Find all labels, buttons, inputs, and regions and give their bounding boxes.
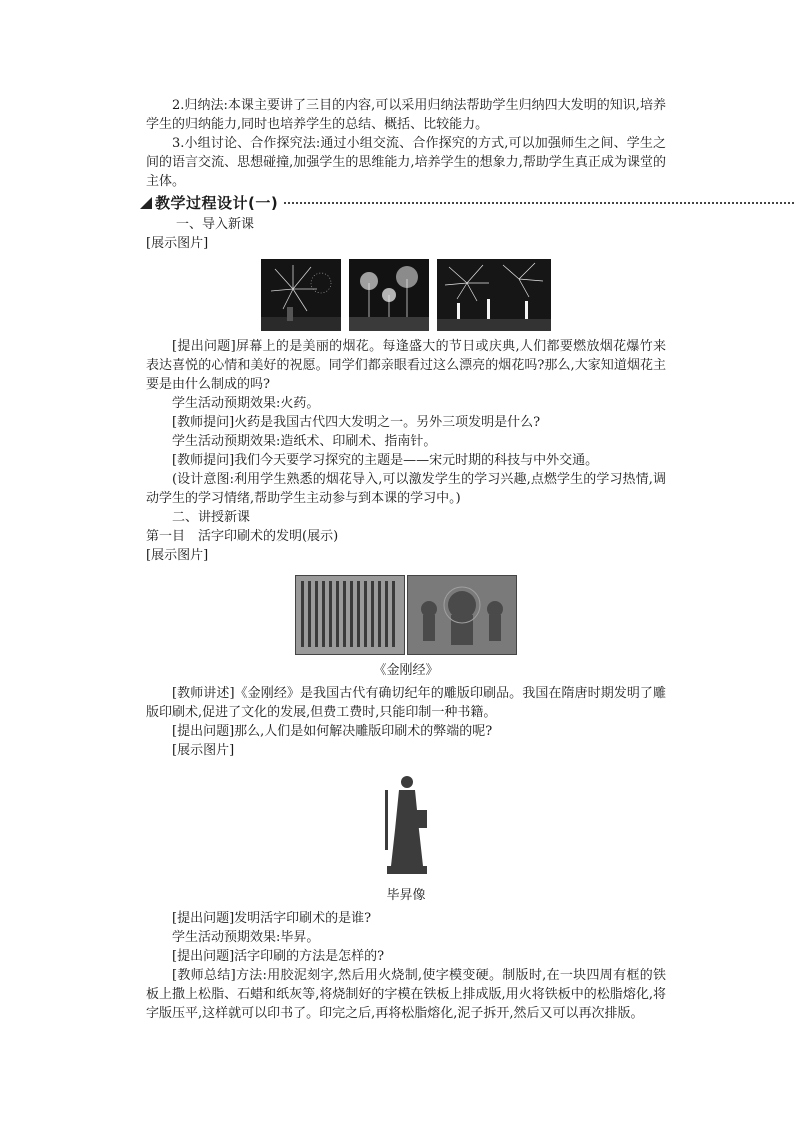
lecture-heading: 二、讲授新课 bbox=[172, 510, 251, 525]
paragraph-woodblock-question: [提出问题]那么,人们是如何解决雕版印刷术的弊端的呢? bbox=[172, 724, 493, 739]
paragraph-expected-inventions: 学生活动预期效果:造纸术、印刷术、指南针。 bbox=[172, 434, 437, 449]
sutra-text-photo bbox=[295, 575, 405, 655]
dotted-rule bbox=[284, 202, 794, 206]
paragraph-teacher-summary: [教师总结]方法:用胶泥刻字,然后用火烧制,使字模变硬。制版时,在一块四周有框的铁板上撒上松脂、石蜡和纸灰等,将烧制好的字模在铁板上排成版,用火将铁板中的松脂熔化,将字版压平,这样就可以印书了。印完之后,再将松脂熔化,泥子拆开,然后又可以再次排版。 bbox=[146, 968, 666, 1021]
paragraph-expected-bisheng: 学生活动预期效果:毕昇。 bbox=[172, 930, 320, 945]
triangle-icon bbox=[140, 197, 152, 209]
paragraph-induction-method: 2.归纳法:本课主要讲了三目的内容,可以采用归纳法帮助学生归纳四大发明的知识,培养学生的归纳能力,同时也培养学生的总结、概括、比较能力。 bbox=[146, 98, 666, 132]
fireworks-photo-3 bbox=[437, 259, 551, 331]
fireworks-images bbox=[146, 259, 666, 331]
diamond-sutra-images bbox=[146, 575, 666, 655]
caption-diamond-sutra: 《金刚经》 bbox=[373, 663, 439, 678]
caption-bisheng: 毕昇像 bbox=[386, 888, 426, 903]
show-images-label: [展示图片] bbox=[146, 236, 209, 251]
fireworks-photo-2 bbox=[349, 259, 429, 331]
section-title: 教学过程设计(一) bbox=[155, 193, 279, 212]
section-header bbox=[140, 193, 666, 213]
paragraph-sutra-explanation: [教师讲述]《金刚经》是我国古代有确切纪年的雕版印刷品。我国在隋唐时期发明了雕版印刷术,促进了文化的发展,但费工费时,只能印制一种书籍。 bbox=[146, 686, 666, 720]
show-images-label-3: [展示图片] bbox=[172, 743, 235, 758]
paragraph-topic: [教师提问]我们今天要学习探究的主题是——宋元时期的科技与中外交通。 bbox=[172, 453, 599, 468]
fireworks-photo-1 bbox=[261, 259, 341, 331]
paragraph-fireworks-question: [提出问题]屏幕上的是美丽的烟花。每逢盛大的节日或庆典,人们都要燃放烟花爆竹来表达喜悦的心情和美好的祝愿。同学们都亲眼看过这么漂亮的烟花吗?那么,大家知道烟花主要是由什么制成的吗? bbox=[146, 339, 666, 392]
paragraph-design-intent: (设计意图:利用学生熟悉的烟花导入,可以激发学生的学习兴趣,点燃学生的学习热情,调动学生的学习情绪,帮助学生主动参与到本课的学习中。) bbox=[146, 472, 666, 506]
bisheng-image-wrap bbox=[146, 770, 666, 880]
paragraph-inventor-question: [提出问题]发明活字印刷术的是谁? bbox=[172, 911, 372, 926]
bisheng-statue-photo bbox=[377, 770, 435, 880]
paragraph-group-discussion: 3.小组讨论、合作探究法:通过小组交流、合作探究的方式,可以加强师生之间、学生之间的语言交流、思想碰撞,加强学生的思维能力,培养学生的想象力,帮助学生真正成为课堂的主体。 bbox=[146, 136, 666, 189]
paragraph-expected-gunpowder: 学生活动预期效果:火药。 bbox=[172, 396, 320, 411]
paragraph-method-question: [提出问题]活字印刷的方法是怎样的? bbox=[172, 949, 385, 964]
sutra-frontispiece-photo bbox=[407, 575, 517, 655]
lead-in-heading: 一、导入新课 bbox=[176, 217, 255, 232]
document-content bbox=[146, 96, 666, 1023]
show-images-label-2: [展示图片] bbox=[146, 548, 209, 563]
paragraph-teacher-question-inventions: [教师提问]火药是我国古代四大发明之一。另外三项发明是什么? bbox=[172, 415, 541, 430]
lecture-subheading: 第一目 活字印刷术的发明(展示) bbox=[146, 529, 339, 544]
